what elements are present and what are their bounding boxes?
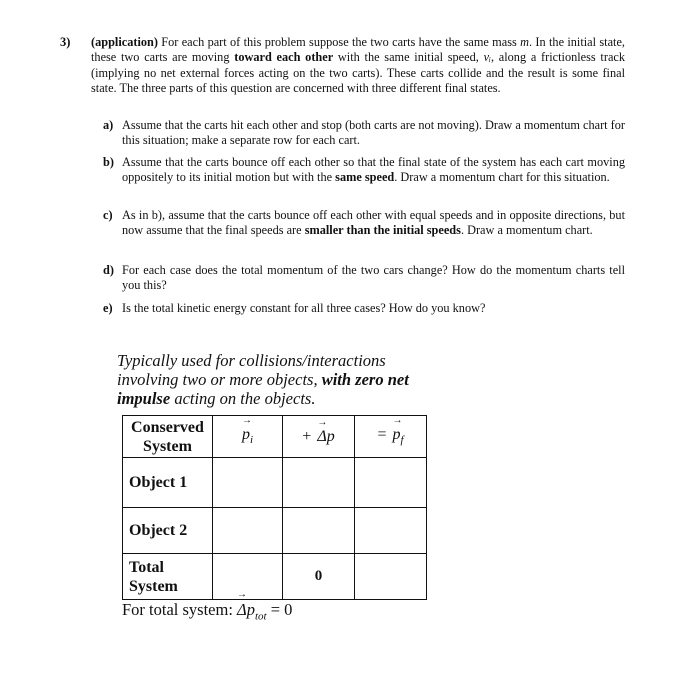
momentum-chart <box>122 415 427 600</box>
cell-total-pi[interactable] <box>213 554 283 600</box>
part-d: d) For each case does the total momentum of the two cars change? How do the momentum charts tell you this? <box>103 263 625 293</box>
question-number: 3) <box>60 35 71 49</box>
chart-row-total-system <box>123 554 427 600</box>
header-momentum-change: +→ Δp <box>283 416 355 458</box>
cell-object-1-pf[interactable] <box>355 458 427 508</box>
mass-symbol: m <box>520 35 530 49</box>
cell-object-2-pf[interactable] <box>355 508 427 554</box>
total-system-footnote: For total system: → $\Delta p_{tot} = 0$ <box>122 600 292 622</box>
part-b: b) Assume that the carts bounce off each other so that the final state of the system has each cart moving oppositely to its initial motion but with the same speed. Draw a momentum chart for this situation. <box>103 155 625 185</box>
chart-header-row <box>123 416 427 458</box>
cell-object-2-dp[interactable] <box>283 508 355 554</box>
row-label-object-2: Object 2 <box>123 508 213 554</box>
momentum-chart-note: Typically used for collisions/interactions involving two or more objects, with zero net impulse acting on the objects. <box>117 351 409 408</box>
row-label-total-system: Total System <box>123 554 213 600</box>
chart-row-object-1 <box>123 458 427 508</box>
header-conserved-system: Conserved System <box>123 416 213 458</box>
cell-total-dp: 0 <box>283 554 355 600</box>
row-label-object-1: Object 1 <box>123 458 213 508</box>
speed-symbol: vᵢ <box>483 50 491 65</box>
part-e: e) Is the total kinetic energy constant for all three cases? How do you know? <box>103 301 486 315</box>
header-initial-momentum: → $p_i$ <box>213 416 283 458</box>
question-intro: (application) For each part of this problem suppose the two carts have the same mass m. In the initial state, these two carts are moving toward each other with the same initial speed, vᵢ, along a frictionless track (implying no net external forces acting on the two carts). These carts collide and the result is some final state. The three parts of this question are concerned with three different final states. <box>91 35 626 96</box>
cell-total-pf[interactable] <box>355 554 427 600</box>
part-c: c) As in b), assume that the carts bounce off each other with equal speeds and in opposite directions, but now assume that the final speeds are smaller than the initial speeds. Draw a momentum chart. <box>103 208 625 238</box>
cell-object-2-pi[interactable] <box>213 508 283 554</box>
header-final-momentum: =→ $p_f$ <box>355 416 427 458</box>
cell-object-1-dp[interactable] <box>283 458 355 508</box>
question-tag: (application) <box>91 35 158 49</box>
cell-object-1-pi[interactable] <box>213 458 283 508</box>
chart-row-object-2 <box>123 508 427 554</box>
part-a: a) Assume that the carts hit each other and stop (both carts are not moving). Draw a momentum chart for this situation; make a separate row for each cart. <box>103 118 625 148</box>
